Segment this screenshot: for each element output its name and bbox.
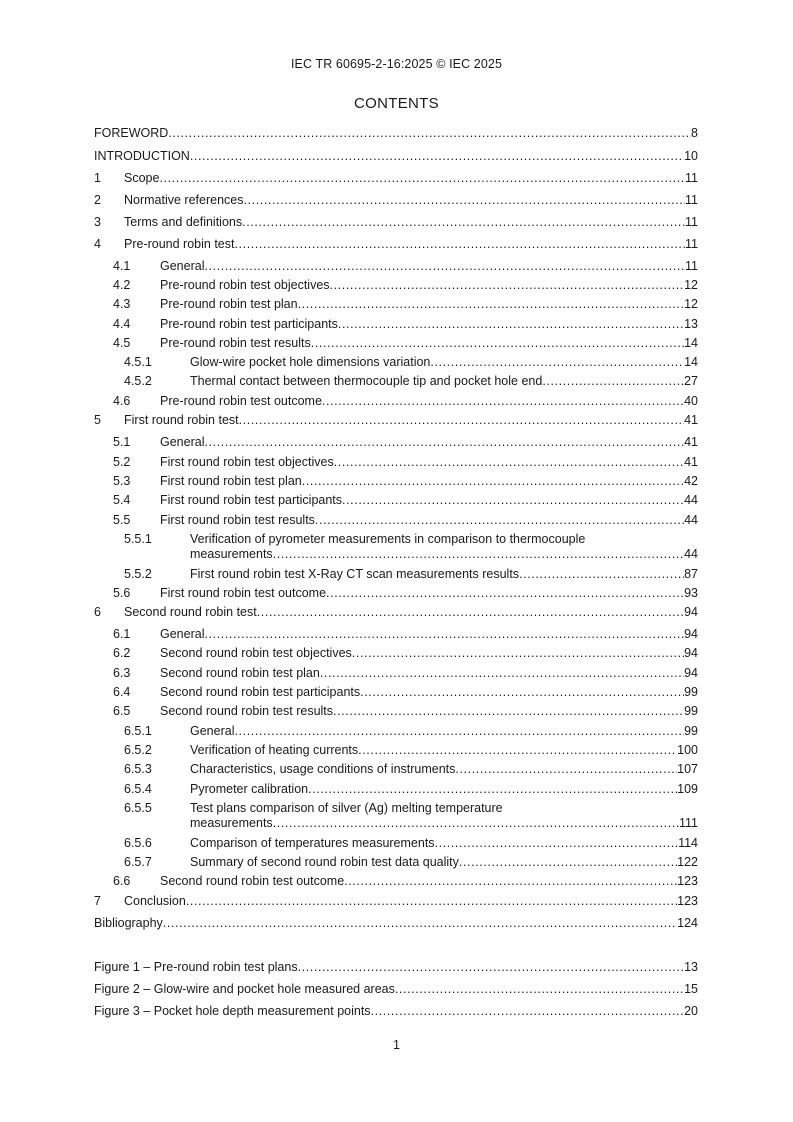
dot-leader <box>273 547 684 562</box>
toc-entry[interactable] <box>94 801 698 831</box>
toc-entry-page: 109 <box>677 782 698 796</box>
toc-entry[interactable] <box>94 215 698 230</box>
toc-entry-page: 10 <box>684 149 698 163</box>
toc-entry[interactable] <box>94 836 698 851</box>
figure-entry[interactable] <box>94 960 698 975</box>
toc-entry-number: 6.5.5 <box>124 801 152 815</box>
toc-entry-title: Second round robin test participants <box>160 685 361 699</box>
toc-entry-page: 11 <box>685 259 698 273</box>
toc-entry-number: 7 <box>94 894 101 908</box>
toc-entry-title: General <box>160 259 205 273</box>
toc-entry-title: First round robin test results <box>160 513 315 527</box>
dot-leader <box>308 782 677 797</box>
dot-leader <box>344 874 677 889</box>
toc-entry[interactable] <box>94 646 698 661</box>
toc-entry-page: 27 <box>684 374 698 388</box>
toc-entry-page: 44 <box>684 513 698 527</box>
dot-leader <box>204 627 684 642</box>
toc-entry-page: 94 <box>684 627 698 641</box>
figure-entry-title: Figure 2 – Glow-wire and pocket hole measured areas <box>94 982 395 996</box>
toc-entry-page: 41 <box>684 455 698 469</box>
toc-entry[interactable] <box>94 916 698 931</box>
toc-entry-page: 99 <box>684 724 698 738</box>
toc-entry-number: 4.5.2 <box>124 374 152 388</box>
toc-entry-number: 4.5.1 <box>124 355 152 369</box>
dot-leader <box>371 1004 685 1019</box>
toc-entry-title: Second round robin test results <box>160 704 334 718</box>
figure-entry-page: 15 <box>684 982 698 996</box>
dot-leader <box>352 646 684 661</box>
toc-entry-number: 4.5 <box>113 336 131 350</box>
toc-entry[interactable] <box>94 237 698 252</box>
toc-entry-page: 13 <box>684 317 698 331</box>
dot-leader <box>257 605 684 620</box>
dot-leader <box>342 493 684 508</box>
toc-entry[interactable] <box>94 474 698 489</box>
dot-leader <box>315 513 684 528</box>
toc-entry[interactable] <box>94 193 698 208</box>
toc-entry[interactable] <box>94 413 698 428</box>
toc-entry-page: 99 <box>684 704 698 718</box>
toc-entry[interactable] <box>94 374 698 389</box>
toc-entry-title: Characteristics, usage conditions of instruments <box>190 762 456 776</box>
dot-leader <box>358 743 677 758</box>
toc-entry-number: 5.2 <box>113 455 131 469</box>
figure-entry[interactable] <box>94 982 698 997</box>
toc-entry-number: 6.2 <box>113 646 131 660</box>
toc-entry-page: 123 <box>677 874 698 888</box>
dot-leader <box>542 374 684 389</box>
toc-entry-number: 5.1 <box>113 435 131 449</box>
toc-entry[interactable] <box>94 724 698 739</box>
dot-leader <box>338 317 684 332</box>
toc-entry-title: Second round robin test objectives <box>160 646 352 660</box>
figure-entry[interactable] <box>94 1004 698 1019</box>
dot-leader <box>459 855 677 870</box>
dot-leader <box>435 836 679 851</box>
toc-entry-number: 4 <box>94 237 101 251</box>
dot-leader <box>204 435 684 450</box>
dot-leader <box>204 259 685 274</box>
dot-leader <box>326 586 684 601</box>
toc-entry-page: 41 <box>684 435 698 449</box>
toc-entry[interactable] <box>94 126 698 141</box>
dot-leader <box>395 982 684 997</box>
toc-entry[interactable] <box>94 666 698 681</box>
toc-entry-number: 4.4 <box>113 317 131 331</box>
toc-entry-title: Scope <box>124 171 160 185</box>
toc-entry-title: General <box>190 724 235 738</box>
toc-entry-title: Second round robin test outcome <box>160 874 345 888</box>
toc-entry-title: Verification of heating currents <box>190 743 359 757</box>
document-header: IEC TR 60695-2-16:2025 © IEC 2025 <box>290 57 502 71</box>
dot-leader <box>186 894 677 909</box>
dot-leader <box>330 278 685 293</box>
toc-entry-page: 100 <box>677 743 698 757</box>
toc-entry-number: 1 <box>94 171 101 185</box>
toc-entry-title: Pre-round robin test plan <box>160 297 298 311</box>
dot-leader <box>242 215 685 230</box>
toc-entry-title: FOREWORD <box>94 126 169 140</box>
toc-entry-number: 4.2 <box>113 278 131 292</box>
toc-entry-number: 6.6 <box>113 874 131 888</box>
dot-leader <box>455 762 677 777</box>
toc-entry-number: 6.4 <box>113 685 131 699</box>
toc-entry-page: 40 <box>684 394 698 408</box>
toc-entry-number: 6.5.6 <box>124 836 152 850</box>
dot-leader <box>163 916 677 931</box>
toc-entry-number: 6.1 <box>113 627 131 641</box>
toc-entry-title: First round robin test outcome <box>160 586 327 600</box>
toc-entry-title: Pre-round robin test results <box>160 336 311 350</box>
toc-entry-number: 6.5.2 <box>124 743 152 757</box>
contents-title: CONTENTS <box>354 95 439 112</box>
toc-entry[interactable] <box>94 259 698 274</box>
toc-entry-title-continued: measurements <box>190 547 273 561</box>
toc-entry-number: 5.5.1 <box>124 532 152 546</box>
toc-entry-number: 6.5.3 <box>124 762 152 776</box>
toc-entry-page: 94 <box>684 646 698 660</box>
toc-entry-title: Bibliography <box>94 916 163 930</box>
toc-entry[interactable] <box>94 455 698 470</box>
toc-entry[interactable] <box>94 782 698 797</box>
toc-entry-page: 12 <box>684 278 698 292</box>
dot-leader <box>302 474 684 489</box>
page-number: 1 <box>393 1038 400 1052</box>
toc-entry[interactable] <box>94 605 698 620</box>
dot-leader <box>360 685 684 700</box>
toc-entry[interactable] <box>94 586 698 601</box>
toc-entry-title: Glow-wire pocket hole dimensions variation <box>190 355 431 369</box>
toc-entry-title: First round robin test X-Ray CT scan measurements results <box>190 567 520 581</box>
toc-entry-title: Pre-round robin test outcome <box>160 394 322 408</box>
toc-entry-number: 6.5.1 <box>124 724 152 738</box>
toc-entry-page: 87 <box>684 567 698 581</box>
toc-entry[interactable] <box>94 762 698 777</box>
toc-entry-title: First round robin test plan <box>160 474 302 488</box>
toc-entry[interactable] <box>94 336 698 351</box>
toc-entry-page: 44 <box>684 547 698 561</box>
dot-leader <box>168 126 691 141</box>
toc-entry-page: 107 <box>677 762 698 776</box>
toc-entry-title: Second round robin test <box>124 605 257 619</box>
toc-entry-page: 122 <box>677 855 698 869</box>
toc-entry[interactable] <box>94 171 698 186</box>
dot-leader <box>311 336 684 351</box>
dot-leader <box>430 355 684 370</box>
toc-entry-number: 5.4 <box>113 493 131 507</box>
toc-entry[interactable] <box>94 513 698 528</box>
toc-entry-page: 94 <box>684 666 698 680</box>
toc-entry[interactable] <box>94 532 698 562</box>
toc-entry-page: 11 <box>685 237 698 251</box>
toc-entry-title: First round robin test <box>124 413 239 427</box>
toc-entry-title: Conclusion <box>124 894 186 908</box>
dot-leader <box>333 704 684 719</box>
dot-leader <box>234 724 684 739</box>
toc-entry-page: 14 <box>684 336 698 350</box>
toc-entry[interactable] <box>94 297 698 312</box>
toc-entry[interactable] <box>94 493 698 508</box>
toc-entry-page: 44 <box>684 493 698 507</box>
toc-entry[interactable] <box>94 278 698 293</box>
figure-entry-page: 13 <box>684 960 698 974</box>
dot-leader <box>298 297 685 312</box>
toc-entry[interactable] <box>94 627 698 642</box>
toc-entry-title: Second round robin test plan <box>160 666 320 680</box>
toc-entry-page: 94 <box>684 605 698 619</box>
figure-entry-title: Figure 3 – Pocket hole depth measurement points <box>94 1004 371 1018</box>
toc-entry[interactable] <box>94 894 698 909</box>
toc-entry-number: 2 <box>94 193 101 207</box>
toc-entry-number: 6.5.4 <box>124 782 152 796</box>
toc-entry[interactable] <box>94 743 698 758</box>
toc-entry-page: 8 <box>691 126 698 140</box>
dot-leader <box>244 193 686 208</box>
toc-entry-page: 114 <box>678 836 698 850</box>
toc-entry-title: Thermal contact between thermocouple tip and pocket hole end <box>190 374 543 388</box>
toc-entry-page: 12 <box>684 297 698 311</box>
toc-entry-number: 6.3 <box>113 666 131 680</box>
toc-entry-page: 41 <box>684 413 698 427</box>
toc-entry-page: 124 <box>677 916 698 930</box>
toc-entry[interactable] <box>94 355 698 370</box>
toc-entry-number: 5.3 <box>113 474 131 488</box>
dot-leader <box>234 237 685 252</box>
toc-entry-title: First round robin test objectives <box>160 455 334 469</box>
dot-leader <box>159 171 685 186</box>
dot-leader <box>190 149 684 164</box>
toc-entry[interactable] <box>94 149 698 164</box>
toc-entry-number: 5.6 <box>113 586 131 600</box>
toc-entry[interactable] <box>94 394 698 409</box>
toc-entry[interactable] <box>94 435 698 450</box>
toc-entry-title: Comparison of temperatures measurements <box>190 836 435 850</box>
toc-entry[interactable] <box>94 704 698 719</box>
toc-entry-title: General <box>160 627 205 641</box>
dot-leader <box>298 960 685 975</box>
toc-entry-title: Terms and definitions <box>124 215 243 229</box>
toc-entry-page: 42 <box>684 474 698 488</box>
toc-entry-page: 93 <box>684 586 698 600</box>
toc-entry-number: 6 <box>94 605 101 619</box>
toc-entry-title: Pyrometer calibration <box>190 782 309 796</box>
toc-entry-title: Pre-round robin test objectives <box>160 278 330 292</box>
toc-entry-title: Test plans comparison of silver (Ag) melting temperature <box>190 801 503 815</box>
toc-entry-number: 5.5 <box>113 513 131 527</box>
toc-entry-title-continued: measurements <box>190 816 273 830</box>
toc-entry-number: 5 <box>94 413 101 427</box>
toc-entry-number: 4.6 <box>113 394 131 408</box>
dot-leader <box>273 816 679 831</box>
toc-entry-page: 111 <box>678 816 698 830</box>
toc-entry-number: 5.5.2 <box>124 567 152 581</box>
toc-entry-title: Pre-round robin test participants <box>160 317 338 331</box>
toc-entry-title: Normative references <box>124 193 244 207</box>
dot-leader <box>519 567 684 582</box>
toc-entry-page: 11 <box>685 215 698 229</box>
toc-entry-number: 4.1 <box>113 259 131 273</box>
toc-entry[interactable] <box>94 855 698 870</box>
toc-entry-number: 6.5 <box>113 704 131 718</box>
toc-entry-number: 4.3 <box>113 297 131 311</box>
toc-entry-title: Pre-round robin test <box>124 237 235 251</box>
toc-entry-title: INTRODUCTION <box>94 149 190 163</box>
toc-entry-title: General <box>160 435 205 449</box>
dot-leader <box>334 455 684 470</box>
toc-entry[interactable] <box>94 874 698 889</box>
dot-leader <box>322 394 684 409</box>
dot-leader <box>239 413 684 428</box>
toc-entry-page: 123 <box>677 894 698 908</box>
toc-entry-number: 6.5.7 <box>124 855 152 869</box>
toc-entry[interactable] <box>94 685 698 700</box>
toc-entry-title: First round robin test participants <box>160 493 343 507</box>
dot-leader <box>320 666 684 681</box>
toc-entry-page: 99 <box>684 685 698 699</box>
toc-entry-page: 14 <box>684 355 698 369</box>
toc-entry-page: 11 <box>685 171 698 185</box>
toc-entry[interactable] <box>94 567 698 582</box>
toc-entry-title: Summary of second round robin test data quality <box>190 855 459 869</box>
toc-entry-number: 3 <box>94 215 101 229</box>
toc-entry-title: Verification of pyrometer measurements in comparison to thermocouple <box>190 532 586 546</box>
figure-entry-title: Figure 1 – Pre-round robin test plans <box>94 960 298 974</box>
toc-entry-page: 11 <box>685 193 698 207</box>
figure-entry-page: 20 <box>684 1004 698 1018</box>
toc-entry[interactable] <box>94 317 698 332</box>
